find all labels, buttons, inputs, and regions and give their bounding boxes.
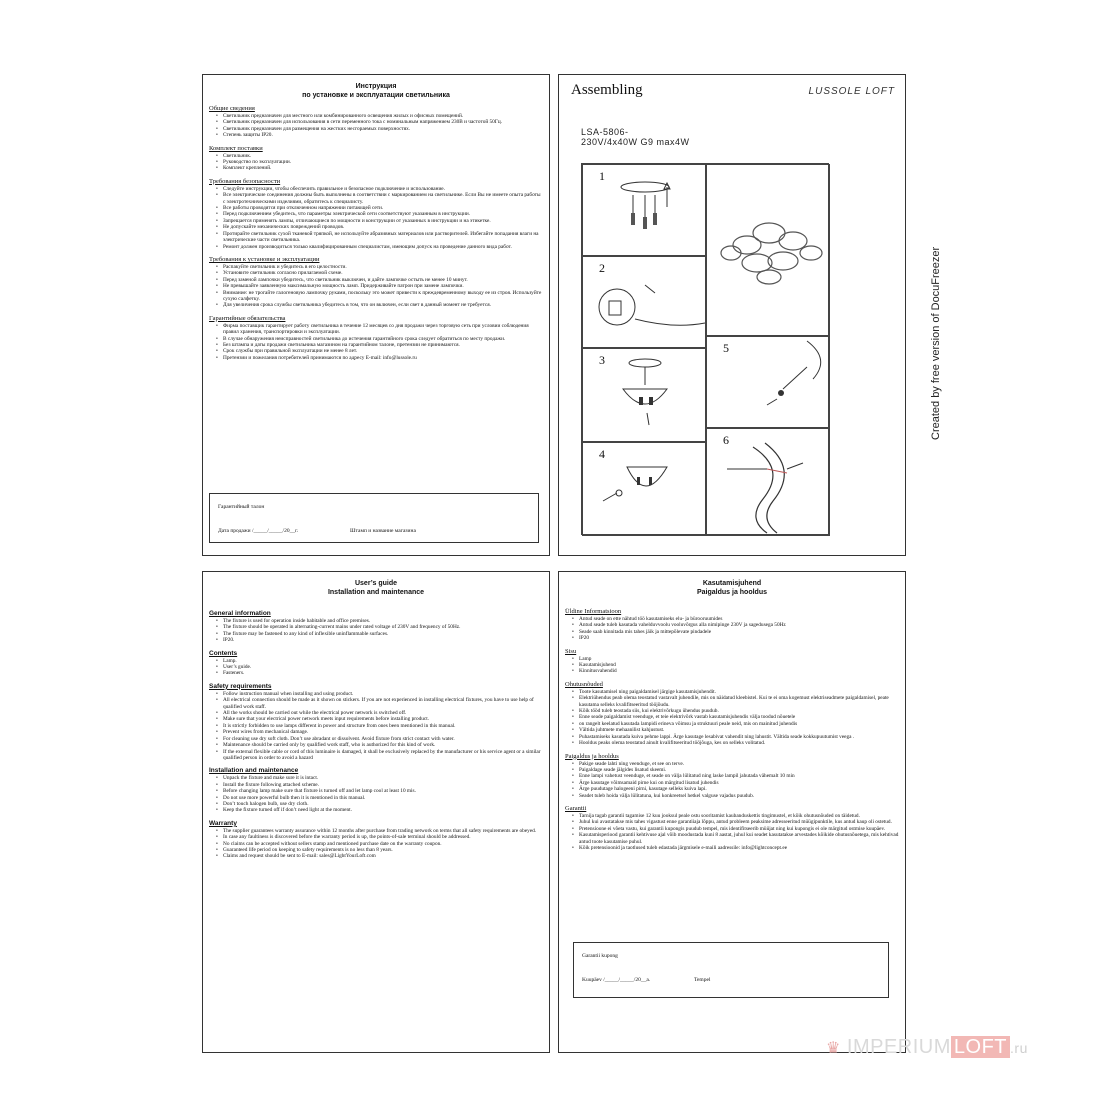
list-item: • The fixture may be fastened to any kind of inflexible uninflammable surfaces. <box>223 631 543 637</box>
docufreezer-watermark: Created by free version of DocuFreezer <box>930 246 942 440</box>
section-heading: Общие сведения <box>209 105 255 112</box>
list-item: • Все электрические соединения должны быть выполнены в соответствии с маркированием на светильнике. Если Вы не имеете опыта работы с электротехническими изделиями, обратитесь к специалисту. <box>223 192 543 205</box>
section-heading: Warranty <box>209 819 237 827</box>
et-title: Kasutamisjuhend Paigaldus ja hooldus <box>696 580 767 596</box>
step-6-cell <box>706 428 830 536</box>
list-item: • Претензии и пожелания потребителей принимаются по адресу E-mail: info@lussole.ru <box>223 355 543 361</box>
step-4-cell <box>582 442 706 536</box>
list-item: • IP20 <box>579 635 899 641</box>
step-1-cell <box>582 164 706 256</box>
step-2-cell <box>582 256 706 348</box>
list-item: • Vältida juhtmete mehaanilist kahjustust. <box>579 727 899 733</box>
list-item: • Do not use more powerful bulb then it is mentioned in this manual. <box>223 795 543 801</box>
list-item: • Enne seade paigaldamist veenduge, et teie elektrivõrk vastab kasutamisjuhendis välja toodud nõuetele <box>579 714 899 720</box>
section-list <box>209 775 543 813</box>
list-item: • Keep the fixture turned off if don’t need light at the moment. <box>223 807 543 813</box>
section-heading: Contents <box>209 649 238 657</box>
list-item: • Ремонт должен производиться только квалифицированным специалистам, имеющим допуск на проведение данного вида работ. <box>223 244 543 250</box>
list-item: • Prevent wires from mechanical damage. <box>223 729 543 735</box>
list-item: • Seadet tuleb hoida välja lülitatuna, kui konkreetsel hetkel valguse vajadus puudub. <box>579 793 899 799</box>
section <box>209 105 543 139</box>
section <box>209 820 543 860</box>
section <box>209 315 543 361</box>
list-item: • Lamp. <box>223 658 543 664</box>
section-heading: Paigaldus ja hooldus <box>565 752 619 760</box>
et-body <box>565 602 899 851</box>
coupon-stamp: Tempel <box>694 977 711 983</box>
list-item: • The fixture is used for operation inside habitable and office premises. <box>223 618 543 624</box>
en-body <box>209 604 543 860</box>
list-item: • Kõik tööd tuleb teostada siis, kui elektrivõrkugu ühendus puudub. <box>579 708 899 714</box>
assembling-title: Assembling <box>571 82 643 98</box>
step-number: 5 <box>723 341 729 355</box>
section-heading: Garantii <box>565 804 587 812</box>
list-item: • Перед заменой лампочки убедитесь, что светильник выключен, и дайте лампочке остыть не менее 10 минут. <box>223 277 543 283</box>
list-item: • User’s guide. <box>223 664 543 670</box>
list-item: • Светильник предназначен для местного или комбинированного освещения жилых и офисных помещений. <box>223 113 543 119</box>
step-3-cell <box>582 348 706 442</box>
section-heading: Üldine Informatsioon <box>565 608 622 615</box>
list-item: • IP20. <box>223 637 543 643</box>
list-item: • Antud seade tuleb kasutada vahelduvvoolu vooluvõrgus alla nimipinge 230V ja sagedusega 50Hz <box>579 622 899 628</box>
section <box>565 805 899 851</box>
chandelier-overview-cell <box>706 164 830 336</box>
section-list <box>565 616 899 642</box>
list-item: • In case any faultiness is discovered before the warranty period is up, the points-of-sale terminal should be addressed. <box>223 834 543 840</box>
list-item: • The fixture should be operated in alternating-current mains under rated voltage of 230V and frequency of 50Hz. <box>223 624 543 630</box>
ru-warranty-talon <box>209 493 539 543</box>
section-heading: Комплект поставки <box>209 144 263 152</box>
list-item: • Все работы проводятся при отключенном напряжении питающей сети. <box>223 205 543 211</box>
list-item: • Следуйте инструкции, чтобы обеспечить правильное и безопасное подключение и использование. <box>223 186 543 192</box>
talon-title: Гарантийный талон <box>218 504 265 510</box>
section-heading: Sisu <box>565 647 577 655</box>
list-item: • Follow instruction manual when installing and using product. <box>223 691 543 697</box>
chandelier-illustration-icon <box>707 165 831 337</box>
list-item: • No claims can be accepted without sellers stamp and mentioned purchase date on the warranty coupon. <box>223 841 543 847</box>
section <box>209 650 543 677</box>
list-item: • Pretensioone ei võeta vastu, kui garantii kupongis puudub tempel, mis identifitseerib müüjat ning kui kupongis ei ole märgitud ostmise kuupäev. <box>579 826 899 832</box>
list-item: • Руководство по эксплуатации. <box>223 159 543 165</box>
list-item: • Pakige seade lahti ning veenduge, et see on terve. <box>579 761 899 767</box>
list-item: • The supplier guarantees warranty assurance within 12 months after purchase from trading network on terms that all safety requirements are obeyed. <box>223 828 543 834</box>
section <box>209 610 543 644</box>
list-item: • Светильник предназначен для использования в сети переменного тока с номинальным напряжением 230В и частотой 50Гц. <box>223 119 543 125</box>
coupon-title: Garantii kupong <box>582 953 618 959</box>
list-item: • Tarnija tagab garantii tagamise 12 kuu jooksul peale ostu sooritamist kaubanduskettis tingimustel, et kõik ohutusnõuded on täidetud. <box>579 813 899 819</box>
list-item: • Maintenance should be carried only by qualified work staff, who is authorized for this kind of work. <box>223 742 543 748</box>
model-label: LSA-5806- 230V/4x40W G9 max4W <box>581 127 690 147</box>
section <box>565 681 899 747</box>
list-item: • Внимание: не трогайте галогеновую лампочку руками, поскольку это может привести к преждевременному выходу ее из строя. Используйте сухую салфетку. <box>223 290 543 303</box>
list-item: • Seade saab kinnitada mis tahes jäik ja mittepõlevate pindadele <box>579 629 899 635</box>
list-item: • Install the fixture following attached scheme. <box>223 782 543 788</box>
step-5-cell <box>706 336 830 428</box>
section <box>209 145 543 172</box>
list-item: • Светильник. <box>223 153 543 159</box>
list-item: • Протирайте светильник сухой тканевой тряпкой, не используйте абразивных материалов или растворителей. Избегайте попадания влаги на электрические части светильника. <box>223 231 543 244</box>
list-item: • Kasutamisjuhend <box>579 662 899 668</box>
section-list <box>565 813 899 851</box>
list-item: • Don’t touch halogen bulb, use dry cloth. <box>223 801 543 807</box>
list-item: • Make sure that your electrical power network meets input requirements before installing product. <box>223 716 543 722</box>
en-title: User’s guide Installation and maintenance <box>327 580 425 596</box>
list-item: • Степень защиты IP20. <box>223 132 543 138</box>
section-list <box>209 658 543 677</box>
section-list <box>209 186 543 250</box>
section <box>565 608 899 642</box>
ru-title: Инструкция по установке и эксплуатации светильника <box>302 83 450 99</box>
section <box>209 767 543 813</box>
list-item: • Juhul kui avastatakse mis tahes vigastust enne garantiiaja lõppu, antud probleem peaksime adresseeritud müügipunktile, kus antud kaup oli ostetud. <box>579 819 899 825</box>
page-assembling <box>558 74 906 556</box>
talon-stamp: Штамп и название магазина <box>350 528 416 534</box>
section-heading: Safety requirements <box>209 682 272 690</box>
list-item: • For cleaning use dry soft cloth. Don’t use abradant or dissolvent. Avoid fixture from strict contact with water. <box>223 736 543 742</box>
list-item: • Ärge puudutage halogeeni pirni, kasutage selleks kuiva lapi. <box>579 786 899 792</box>
list-item: • Unpack the fixture and make sure it is intact. <box>223 775 543 781</box>
list-item: • Enne lampi vahetust veenduge, et seade on välja lülitatud ning laske lampil jahutada vähemalt 10 min <box>579 773 899 779</box>
list-item: • Guaranteed life period on keeping to safety requirements is no less than 8 years. <box>223 847 543 853</box>
section-heading: General information <box>209 610 271 617</box>
list-item: • Elektriühendus peab olema teostatud vastavalt juhendile, mis on näidatud kleebistel. Kui te ei oma kogemust elektriseadmete paigaldamisel, peate kasutama selleks kvalifitseeritud tööjõudu. <box>579 695 899 708</box>
et-warranty-coupon <box>573 942 889 998</box>
step-number: 4 <box>599 447 605 461</box>
list-item: • Перед подключением убедитесь, что параметры электрической сети соответствуют указанным в инструкции. <box>223 211 543 217</box>
list-item: • Фирма поставщик гарантирует работу светильника в течение 12 месяцев со дня продажи через торговую сеть при условии соблюдения правил хранения, транспортировки и эксплуатации. <box>223 323 543 336</box>
section-list <box>209 618 543 644</box>
list-item: • All the works should be carried out while the electrical power network is switched off. <box>223 710 543 716</box>
list-item: • Fasteners. <box>223 670 543 676</box>
list-item: • If the external flexible cable or cord of this luminaire is damaged, it shall be exclusively replaced by the manufacturer or his service agent or a similar qualified person in order to avoid a hazard <box>223 749 543 762</box>
list-item: • Kasutamisperiood garantii kehtivuse ajal võib moodustada kuni 8 aastat, juhul kui seadet kasutatakse arvestades kõikide ohutusnõuetega, mis kehtivad antud toote kasutamise puhul. <box>579 832 899 845</box>
step-number: 6 <box>723 433 729 447</box>
section-heading: Гарантийные обязательства <box>209 314 286 322</box>
list-item: • Распакуйте светильник и убедитесь в его целостности. <box>223 264 543 270</box>
list-item: • All electrical connection should be made as it shown on stickers. If you are not experienced in installing electrical fixtures, you have to use help of qualified work staff. <box>223 697 543 710</box>
page-ru-guide <box>202 74 550 556</box>
list-item: • Светильник предназначен для размещения на жестких несгораемых поверхностях. <box>223 126 543 132</box>
talon-date: Дата продажи /_____/_____/20__г. <box>218 528 299 534</box>
coupon-date: Kuupäev /_____/_____/20__a. <box>582 977 651 983</box>
page-en-guide <box>202 571 550 1053</box>
page-et-guide <box>558 571 906 1053</box>
list-item: • Без штампа и даты продажи светильника магазином на гарантийном талоне, претензии не принимаются. <box>223 342 543 348</box>
section-list <box>565 761 899 799</box>
section-list <box>209 323 543 361</box>
list-item: • Не превышайте заявленную максимальную мощность ламп. Придерживайте патрон при замене лампочки. <box>223 283 543 289</box>
list-item: • Не допускайте механических повреждений проводов. <box>223 224 543 230</box>
list-item: • Paigaldage seade jälgides lisatud skeemi. <box>579 767 899 773</box>
list-item: • Ärge kasutage võimsamaid pirne kui on märgitud lisatud juhendis <box>579 780 899 786</box>
section <box>209 178 543 250</box>
section-heading: Ohutusnõuded <box>565 680 603 688</box>
list-item: • Срок службы при правильной эксплуатации не менее 8 лет. <box>223 348 543 354</box>
section <box>565 753 899 799</box>
section-list <box>565 656 899 675</box>
imperium-loft-logo: ♛ IMPERIUM LOFT .ru <box>826 1036 1028 1058</box>
list-item: • on rangelt keelatud kasutada lampidi erineva võimsu ja struktuuri peale neid, mis on mainitud juhendis <box>579 721 899 727</box>
section-list <box>209 828 543 860</box>
list-item: • Установите светильник согласно прилагаемой схеме. <box>223 270 543 276</box>
step-number: 2 <box>599 261 605 275</box>
section-list <box>565 689 899 747</box>
list-item: • Hooldus peaks olema teostatud ainult kvalifitseeritud tööjõuga, kes on selleks volitatud. <box>579 740 899 746</box>
list-item: • Запрещается применять лампы, отличающиеся по мощности и конструкции от указанных в инструкции и на этикетке. <box>223 218 543 224</box>
list-item: • Puhastamiseks kasutada kuiva pehme lappi. Ärge kasutage lesabivat vahendit ning lahustit. Vältida seade kokkupuutumist veega . <box>579 734 899 740</box>
list-item: • В случае обнаружения неисправностей светильника до истечения гарантийного срока следует обратиться по месту продажи. <box>223 336 543 342</box>
list-item: • It is strictly forbidden to use lamps different in power and structure from ones been mentioned in this manual. <box>223 723 543 729</box>
section-list <box>209 113 543 139</box>
list-item: • Kõik pretensioonid ja taotlused tuleb edastada järgmisele e-maili aadressile: info@lightconcept.ee <box>579 845 899 851</box>
brand-logo: LUSSOLE LOFT <box>808 86 895 97</box>
section-list <box>209 153 543 172</box>
section-list <box>209 264 543 309</box>
list-item: • Antud seade on ette nähtud töö kasutamiseks elu- ja bürooruumides <box>579 616 899 622</box>
ru-body <box>209 99 543 361</box>
section-heading: Installation and maintenance <box>209 767 299 775</box>
section-list <box>209 691 543 761</box>
list-item: • Комплект креплений. <box>223 165 543 171</box>
section-heading: Требования к установке и эксплуатации <box>209 255 320 263</box>
step-number: 1 <box>599 169 605 183</box>
section <box>565 648 899 675</box>
section <box>209 256 543 309</box>
list-item: • Before changing lamp make sure that fixture is turned off and let lamp cool at least 10 mis. <box>223 788 543 794</box>
section <box>209 683 543 761</box>
list-item: • Kinnitusvahendid <box>579 668 899 674</box>
list-item: • Claims and request should be sent to E-mail: sales@LightYourLoft.com <box>223 853 543 859</box>
list-item: • Lamp <box>579 656 899 662</box>
step-number: 3 <box>599 353 605 367</box>
list-item: • Для увеличения срока службы светильника убедитесь в том, что он включен, если свет в данный момент не требуется. <box>223 302 543 308</box>
assembly-grid <box>581 163 829 535</box>
list-item: • Toote kasutamisel ning paigaldamisel järgige kasutamisjuhendit. <box>579 689 899 695</box>
section-heading: Требования безопасности <box>209 177 281 185</box>
crown-icon: ♛ <box>826 1040 841 1057</box>
